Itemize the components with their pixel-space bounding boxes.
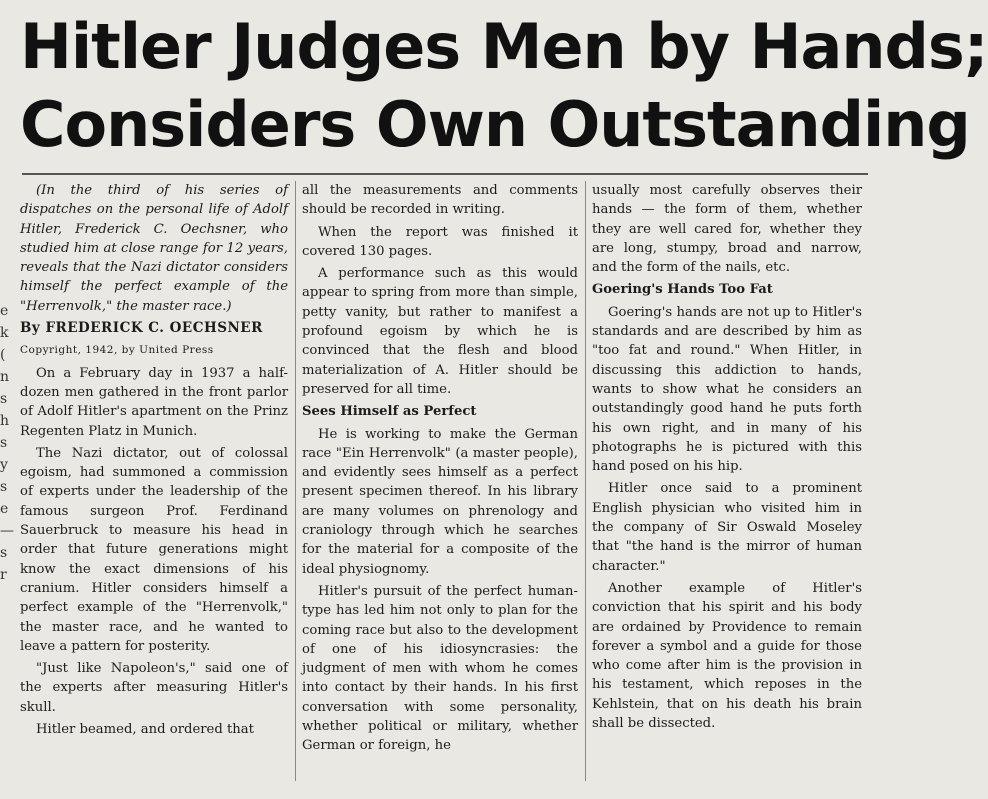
column-divider <box>295 181 296 781</box>
body-paragraph: A performance such as this would appear to spring from more than simple, petty vanity, but rather to manifest a profound egoism by which he is convinced that the flesh and blood materialization of A. Hitler should be preserved for all time. <box>302 266 578 397</box>
intro-paragraph: (In the third of his series of dispatches on the personal life of Adolf Hitler, Frederick C. Oechsner, who studied him at close range for 12 years, reveals that the Nazi dictator considers himself the perfect example of the "Herrenvolk," the master race.) <box>20 183 288 314</box>
body-paragraph: On a February day in 1937 a half-dozen men gathered in the front parlor of Adolf Hitler's apartment on the Prinz Regenten Platz in Munich. <box>20 365 288 439</box>
edge-char: y <box>0 457 8 473</box>
body-paragraph: Goering's hands are not up to Hitler's standards and are described by him as "too fat and round." When Hitler, in discussing this addiction to hands, wants to show what he considers an outstandingly good hand he puts forth his own right, and in many of his photographs he is pictured with this hand posed on his hip. <box>592 304 862 475</box>
edge-char: e <box>0 501 9 517</box>
body-paragraph: The Nazi dictator, out of colossal egoism, had summoned a commission of experts under the leadership of the famous surgeon Prof. Ferdinand Sauerbruck to measure his head in order that future generations might know the exact dimensions of his cranium. Hitler considers himself a perfect example of the "Herrenvolk," the master race, and he wanted to leave a pattern for posterity. <box>20 445 288 654</box>
edge-char: k <box>0 325 9 341</box>
edge-char: ( <box>0 347 6 363</box>
column-1 <box>20 181 288 742</box>
edge-char: e <box>0 303 9 319</box>
headline-line-1: Hitler Judges Men by Hands; <box>20 10 988 83</box>
subheading: Sees Himself as Perfect <box>302 404 477 420</box>
body-paragraph: Hitler beamed, and ordered that <box>36 722 254 738</box>
column-2 <box>302 181 578 759</box>
body-paragraph: all the measurements and comments should be recorded in writing. <box>302 183 578 218</box>
headline-line-2: Considers Own Outstanding <box>20 88 970 161</box>
edge-char: s <box>0 545 8 561</box>
body-paragraph: Hitler's pursuit of the perfect human-type has led him not only to plan for the coming race but also to the development of one of his idiosyncrasies: the judgment of men with whom he comes into contact by their hands. In his first conversation with some personality, whether political or military, whether German or foreign, he <box>302 583 578 754</box>
edge-char: — <box>0 523 14 539</box>
body-paragraph: Another example of Hitler's conviction that his spirit and his body are ordained by Providence to remain forever a symbol and a guide for those who come after him is the provision in his testament, which reposes in the Kehlstein, that on his death his brain shall be dissected. <box>592 580 862 732</box>
body-paragraph: He is working to make the German race "Ein Herrenvolk" (a master people), and evidently sees himself as a perfect present specimen thereof. In his library are many volumes on phrenology and craniology through which he searches for the material for a composite of the ideal physiognomy. <box>302 426 578 577</box>
subheading: Goering's Hands Too Fat <box>592 282 773 298</box>
edge-char: r <box>0 567 7 583</box>
copyright-line: Copyright, 1942, by United Press <box>20 344 214 357</box>
body-paragraph: When the report was finished it covered 130 pages. <box>302 224 578 259</box>
body-paragraph: usually most carefully observes their hands — the form of them, whether they are well cared for, whether they are long, stumpy, broad and narrow, and the form of the nails, etc. <box>592 183 862 276</box>
edge-char: s <box>0 479 8 495</box>
edge-char: s <box>0 435 8 451</box>
headline-rule <box>22 173 868 175</box>
column-3 <box>592 181 862 736</box>
edge-char: s <box>0 391 8 407</box>
headline <box>20 8 988 164</box>
byline: By FREDERICK C. OECHSNER <box>20 320 263 337</box>
edge-char: n <box>0 369 10 385</box>
body-paragraph: "Just like Napoleon's," said one of the experts after measuring Hitler's skull. <box>20 661 288 715</box>
body-paragraph: Hitler once said to a prominent English physician who visited him in the company of Sir Oswald Moseley that "the hand is the mirror of human character." <box>592 481 862 574</box>
adjacent-column-fragment <box>0 300 14 630</box>
edge-char: h <box>0 413 10 429</box>
column-divider <box>585 181 586 781</box>
